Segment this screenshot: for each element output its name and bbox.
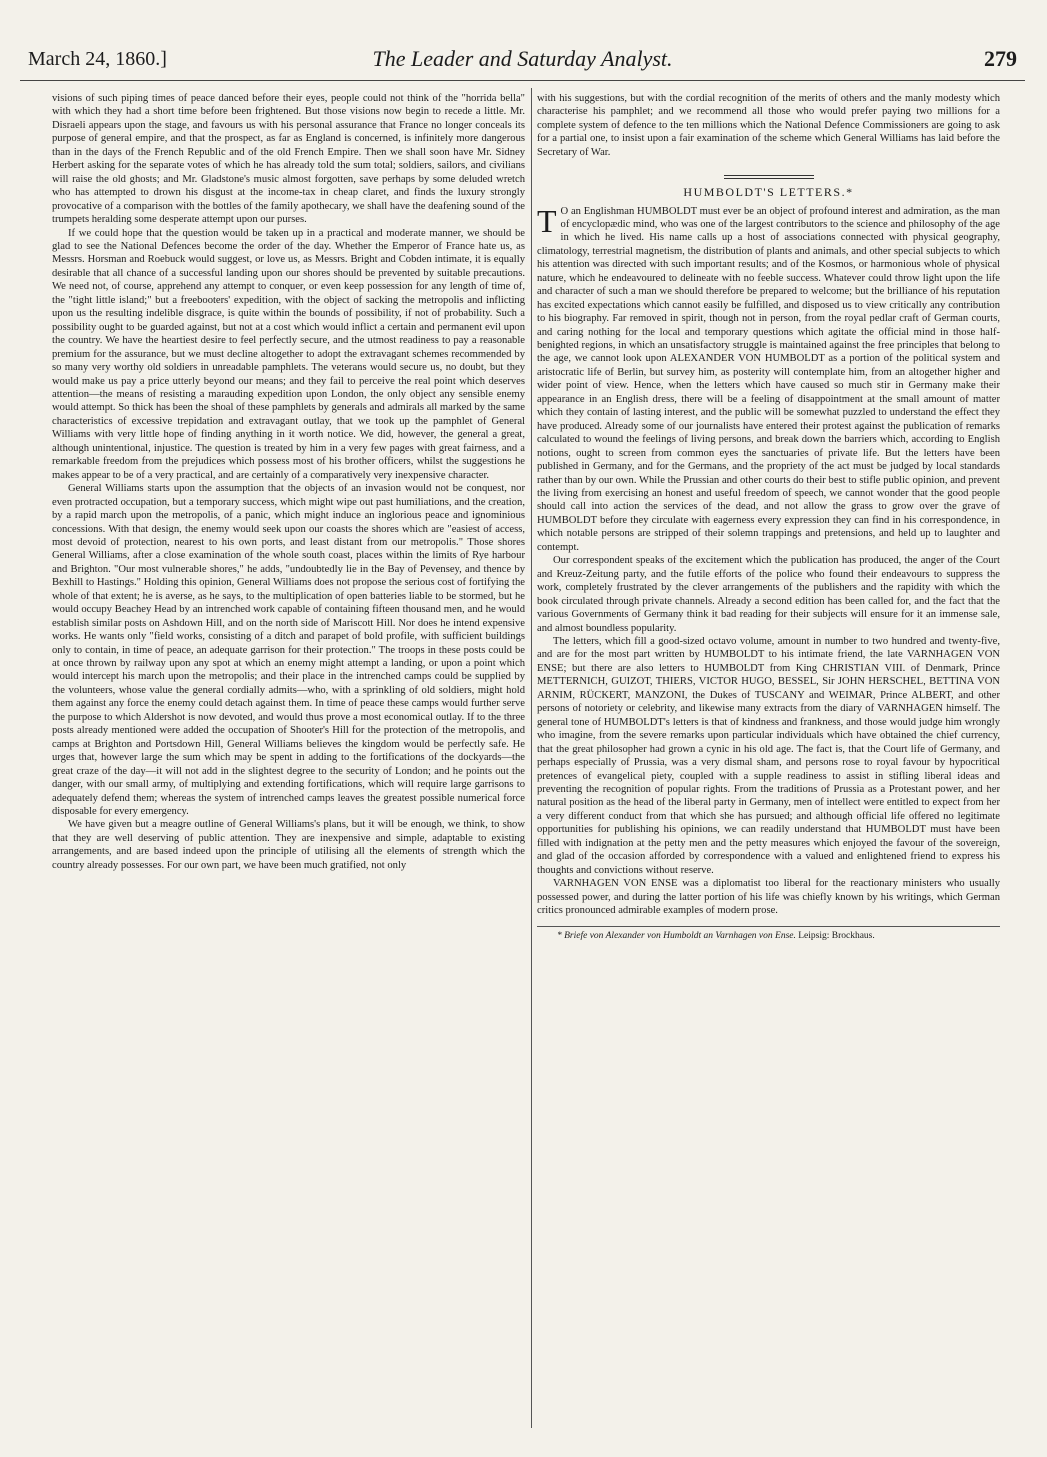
- paragraph: General Williams starts upon the assumption that the objects of an invasion would not be conquest, nor even protracted occupation, but a temporary success, which might wipe out past humiliations, and the creation, by a rapid march upon the metropolis, of a panic, which might induce an inglorious peace and ignominious concessions. With that design, the enemy would seek upon our coasts the shores which are "easiest of access, most devoid of protection, nearest to his own ports, and least distant from our metropolis." Those shores General Williams, after a close examination of the whole south coast, places within the limits of Rye harbour and Brighton. "Our most vulnerable shores," he adds, "undoubtedly lie in the Bay of Pevensey, and thence by Bexhill to Hastings." Holding this opinion, General Williams does not propose the serious cost of fortifying the whole of that extent; he is averse, as he says, to the multiplication of open batteries liable to be stormed, but he would occupy Beachey Head by an intrenched work capable of containing fifteen thousand men, and he would establish similar posts on Ashdown Hill, and on the north side of Mariscott Hill. Nor does he intend expensive works. He wants only "field works, consisting of a ditch and parapet of bold profile, with sufficient buildings only to contain, in time of peace, an adequate garrison for their protection." The troops in these posts could be at once thrown by railway upon any spot at which an enemy might attempt a landing, or upon a point which would intercept his march upon the metropolis; and their place in the intrenched camps could be supplied by the volunteers, whose value the general cordially admits—who, with a sprinkling of old soldiers, might hold them against any force the enemy could detach against them. In time of peace these camps would further serve the purpose to which Aldershot is now devoted, and would thus prove a most economical outlay. If to the three posts already mentioned were added the occupation of Shooter's Hill for the protection of the metropolis, and camps at Brighton and Portsdown Hill, General Williams believes the kingdom would be perfectly safe. He urges that, however large the sum which may be spent in adding to the fortifications of the dockyards—the great craze of the day—it will not add in the slightest degree to the security of London; and he points out the danger, with our small army, of multiplying and extending fortifications, which will require large garrisons to adequately defend them; whereas the system of intrenched camps leaves the greatest possible numerical force disposable for every emergency.: [52, 483, 525, 818]
- paragraph: [537, 202, 1000, 555]
- left-column: [52, 92, 525, 872]
- paragraph: The letters, which fill a good-sized octavo volume, amount in number to two hundred and twenty-five, and are for the most part written by HUMBOLDT to his intimate friend, the late VARNHAGEN VON ENSE; but there are also letters to HUMBOLDT from King CHRISTIAN VIII. of Denmark, Prince METTERNICH, GUIZOT, THIERS, VICTOR HUGO, BESSEL, Sir JOHN HERSCHEL, BETTINA VON ARNIM, RÜCKERT, MANZONI, the Dukes of TUSCANY and WEIMAR, Prince ALBERT, and other persons of notoriety or celebrity, and likewise many extracts from the diary of VARNHAGEN himself. The general tone of HUMBOLDT's letters is that of kindness and frankness, and those would judge him wrongly who imagine, from the severe remarks upon particular individuals which have obtained the chief currency, that the great philosopher had grown a cynic in his old age. The fact is, that the Court life of Germany, and perhaps especially of Prussia, was a very dismal sham, and persons rose to royal favour by hypocritical pretences of evangelical piety, coupled with a supple readiness to assist in stifling liberal ideas and preventing the recognition of popular rights. From the traditions of Prussia as a Protestant power, and her natural position as the head of the liberal party in Germany, men of intellect were entitled to expect from her a very different conduct from that which she has pursued; and although official life offered no legitimate opportunities for publishing his opinions, we can readily understand that HUMBOLDT must have been filled with indignation at the petty men and the petty measures which enjoyed the favour of the sovereign, and glad of the occasion afforded by correspondence with a valued and enlightened friend to express his thoughts and convictions without reserve.: [537, 636, 1000, 876]
- footnote: [537, 926, 1000, 942]
- paragraph: Our correspondent speaks of the excitement which the publication has produced, the anger of the Court and Kreuz-Zeitung party, and the futile efforts of the police who found their endeavours to suppress the work, completely frustrated by the clever arrangements of the publishers and the rapidity with which the book circulated through private channels. Already a second edition has been called for, and the fact that the various Governments of Germany think it bad reading for their subjects will ensure for it an immense sale, and almost boundless popularity.: [537, 555, 1000, 634]
- right-column: [537, 92, 1000, 942]
- paragraph: with his suggestions, but with the cordial recognition of the merits of others and the manly modesty which characterise his pamphlet; and we recommend all those who would prefer paying two millions for a complete system of defence to the ten millions which the National Defence Commissioners are going to ask for a partial one, to insist upon a fair examination of the scheme which General Williams has laid before the Secretary of War.: [537, 93, 1000, 158]
- paragraph: If we could hope that the question would be taken up in a practical and moderate manner, we should be glad to see the National Defences become the order of the day. Whether the Emperor of France hate us, as Messrs. Horsman and Roebuck would suggest, or love us, as Messrs. Bright and Cobden intimate, it is equally desirable that all chance of a successful landing upon our shores should be prevented by suitable precautions. We need not, of course, apprehend any attempt to conquer, or even keep possession for any length of time of, the "tight little island;" but a freebooters' expedition, with the object of sacking the metropolis and inflicting upon us the resulting indelible disgrace, is quite within the bounds of possibility, if not of probability. Such a possibility ought to be guarded against, but not at a cost which would inflict a certain and permanent evil upon the country. We have the heartiest desire to feel perfectly secure, and the utmost readiness to pay a reasonable premium for the assurance, but we must decline altogether to adopt the extravagant schemes recommended by so many very worthy old soldiers in unreadable pamphlets. The veterans would secure us, no doubt, but they would make us pay a price utterly beyond our means; and they fail to perceive the real point which deserves attention—the means of resisting a marauding expedition upon London, the only object any sensible enemy would attempt. So thick has been the shoal of these pamphlets by generals and admirals all marked by the same characteristics of excessive trepidation and extravagant outlay, that we took up the pamphlet of General Williams with very little hope of finding anything in it worth notice. We did, however, the general a great, although unintentional, injustice. The question is treated by him in a very few pages with great fairness, and a remarkable freedom from the prejudices which possess most of his brother officers, whilst the suggestions he makes appear to be of a very practical, and are certainly of a comparatively very inexpensive character.: [52, 227, 525, 481]
- section-divider: [724, 175, 814, 179]
- footnote-publisher: Leipsig: Brockhaus.: [795, 930, 875, 941]
- drop-cap: T: [537, 202, 557, 239]
- paragraph: visions of such piping times of peace danced before their eyes, people could not think of the "horrida bella" with which they had a short time before been frightened. But those visions now begin to recede a little. Mr. Disraeli appears upon the stage, and favours us with his personal assurance that France no longer conceals its purpose of general empire, and that the prospect, as far as England is concerned, is infinitely more dangerous than in the days of the French Republic and of the old French Empire. Then we shall soon have Mr. Sidney Herbert asking for the separate votes of which he has already told the sum total; soldiers, sailors, and civilians will raise the old ghosts; and Mr. Gladstone's music almost forgotten, save perhaps by some deluded wretch who has attempted to drown his disgust at the income-tax in cheap claret, and finds the luxury strongly provocative of a comparison with the bottles of the family apothecary, we shall have the deafening sound of the trumpets heralding some desperate attempt upon our purses.: [52, 93, 525, 226]
- publication-title: The Leader and Saturday Analyst.: [372, 46, 673, 71]
- paragraph: We have given but a meagre outline of General Williams's plans, but it will be enough, we think, to show that they are well deserving of public attention. They are inexpensive and simple, adaptable to existing arrangements, and are based indeed upon the principle of utilising all the elements of strength which the country already possesses. For our own part, we have been much gratified, not only: [52, 819, 525, 871]
- issue-date: March 24, 1860.]: [28, 48, 167, 70]
- paragraph: VARNHAGEN VON ENSE was a diplomatist too liberal for the reactionary ministers who usually possessed power, and during the latter portion of his life was chiefly known by his writings, which German critics pronounced admirable examples of modern prose.: [537, 878, 1000, 917]
- paragraph-text: O an Englishman HUMBOLDT must ever be an object of profound interest and admiration, as the man of encyclopædic mind, who was one of the largest contributors to the science and philosophy of the age in which he lived. His name calls up a host of associations connected with physical geography, climatology, terrestrial magnetism, the distribution of plants and animals, and other special subjects to which his attention was directed with such important results; and of the Kosmos, or harmonious whole of physical nature, which he endeavoured to delineate with no feeble success. Whatever could throw light upon the life and character of such a man we should therefore be prepared to welcome; but the brilliance of his reputation has excited expectations which cannot easily be fulfilled, and disposed us to view critically any contribution to his biography. Far removed in spirit, though not in person, from the royal pedlar craft of German courts, and caring nothing for the local and temporary questions which agitate the official mind in those half-benighted regions, in which an unsatisfactory struggle is maintained against the free principles that belong to the age, we cannot look upon ALEXANDER VON HUMBOLDT as a portion of the political system and aristocratic life of Berlin, but survey him, as posterity will contemplate him, from an altogether higher and wider point of view. Hence, when the letters which have caused so much stir in Germany make their appearance in an English dress, there will be a feeling of disappointment at the small amount of matter which they contain of lasting interest, and the public will be somewhat puzzled to understand the effect they have produced. Already some of our journalists have entered their protest against the publication of remarks calculated to wound the feelings of living persons, and break down the barriers which, according to English notions, ought to screen from common eyes the sanctuaries of private life. But the letters have been published in Germany, and for the Germans, and the propriety of the act must be judged by local standards rather than by our own. While the Prussian and other courts do their best to stifle public opinion, and prevent the living from exercising an honest and useful freedom of speech, we cannot wonder that the good people should call into action the services of the dead, and not allow the grass to grow over the grave of HUMBOLDT before they circulate with eagerness every expression they can find in his correspondence, in which notable persons are stripped of their solemn trappings and pretensions, and held up to laughter and contempt.: [537, 205, 1000, 553]
- column-divider: [531, 88, 532, 1428]
- page-header: [20, 44, 1025, 81]
- footnote-title: * Briefe von Alexander von Humboldt an Varnhagen von Ense.: [557, 930, 796, 941]
- page-number: 279: [984, 46, 1017, 71]
- section-title: HUMBOLDT'S LETTERS.*: [683, 185, 854, 200]
